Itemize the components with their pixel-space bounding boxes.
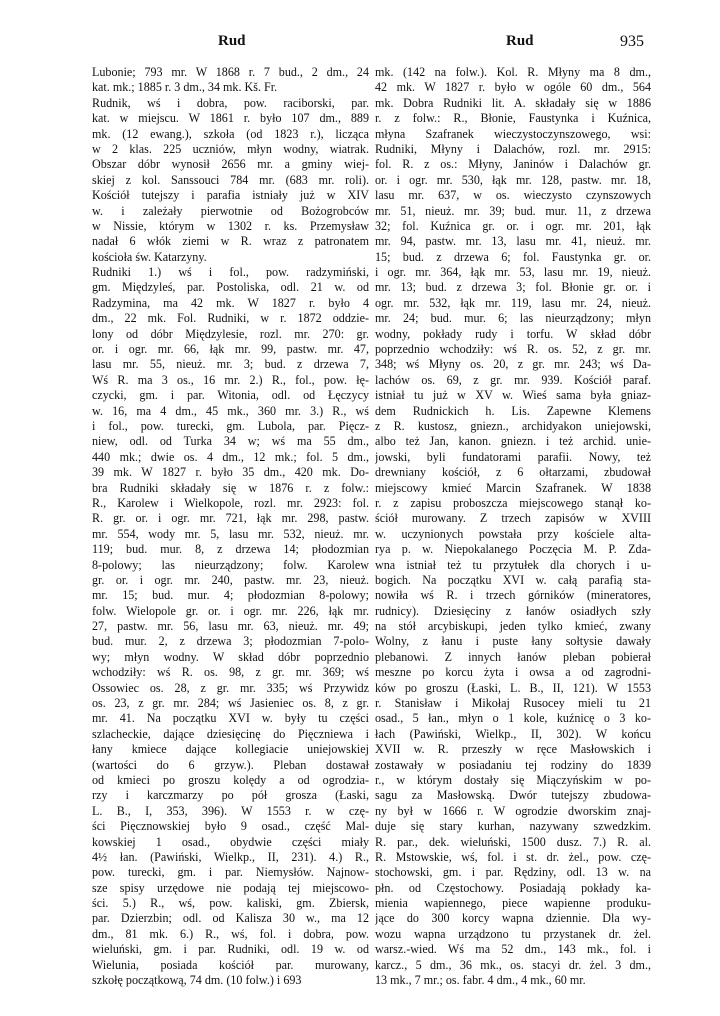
text-line: rzy i karczmarzy po pół grosza (Łaski,: [92, 788, 369, 803]
text-line: skiej z kol. Sanssouci 784 mr. (683 mr. roli).: [92, 172, 369, 187]
text-line: zostawały w posiadaniu tej rodziny do 1839: [375, 757, 651, 772]
text-line: 119; bud. mur. 8, z drzewa 14; płodozmian: [92, 542, 369, 557]
text-line: szkołę początkową, 74 dm. (10 folw.) i 693: [92, 973, 302, 988]
text-line: stochowski, gm. i par. Rędziny, odl. 13 w. na: [375, 865, 651, 880]
text-line: r. z zapisu proboszcza miejscowego stanął ko-: [375, 495, 651, 510]
text-line: Rudniki 1.) wś i fol., pow. radzymiński,: [92, 265, 369, 280]
text-line: miejscowy kmieć Marcin Szafranek. W 1838: [375, 480, 651, 495]
text-line: mr. 13; bud. z drzewa 3; fol. Błonie gr. or. i: [375, 280, 651, 295]
text-line: mr. 24; bud. mur. 6; las nieurządzony; młyn: [375, 311, 651, 326]
text-line: mr. 41. Na początku XVI w. były tu części: [92, 711, 369, 726]
text-line: w Nissie, którym w 1302 r. ks. Przemysław: [92, 218, 369, 233]
text-line: warsz.-wied. Wś ma 52 dm., 143 mk., fol. i: [375, 942, 651, 957]
text-line: wozu wapna urządzono tu przystanek dr. żel.: [375, 926, 651, 941]
text-line: os. 23, z gr. mr. 284; wś Jasieniec os. 8, z gr.: [92, 696, 369, 711]
text-line: sagu za Masłowską. Dwór tutejszy zbudowa-: [375, 788, 651, 803]
text-line: Wielunia, posiada kościół par. murowany,: [92, 957, 369, 972]
left-text-column: [92, 65, 369, 988]
text-line: nowiła wś R. i trzech górników (mineratores,: [375, 588, 651, 603]
text-line: płn. od Częstochowy. Posiadają pokłady ka-: [375, 880, 651, 895]
text-line: fol. R. z os.: Młyny, Janinów i Dalachów gr.: [375, 157, 651, 172]
text-line: 32; fol. Kuźnica gr. or. i ogr. mr. 201, łąk: [375, 218, 651, 233]
right-text-column: [375, 65, 651, 988]
text-line: gm. Międzyleś, par. Postoliska, odl. 21 w. od: [92, 280, 369, 295]
text-line: w. uczynionych powstała przy kościele alta-: [375, 526, 651, 541]
text-line: kat. mk.; 1885 r. 3 dm., 34 mk. Kš. Fr.: [92, 80, 278, 95]
text-line: R., Karolew i Wielkopole, rozl. mr. 2923: fol.: [92, 495, 369, 510]
text-line: od kmieci po groszu kolędy a od ogrodzia-: [92, 772, 369, 787]
text-line: osad., 5 łan., młyn o 1 kole, kuźnicę o 3 ko-: [375, 711, 651, 726]
text-line: wieluński, gm. i par. Rudniki, odl. 19 w. od: [92, 942, 369, 957]
text-line: lony od dóbr Międzylesie, rozl. mr. 270: gr.: [92, 326, 369, 341]
text-line: Ossowiec os. 28, z gr. mr. 335; wś Przywidz: [92, 680, 369, 695]
text-line: mk. (12 ewang.), szkoła (od 1823 r.), licząca: [92, 126, 369, 141]
text-line: 348; wś Młyny os. 20, z gr. mr. 243; wś Da-: [375, 357, 651, 372]
text-line: szlacheckie, dające dziesięcinę do Pięczniewa i: [92, 726, 369, 741]
text-line: dm., 22 mk. Fol. Rudniki, w r. 1872 oddzie-: [92, 311, 369, 326]
text-line: ści. 5.) R., wś, pow. kaliski, gm. Zbiersk,: [92, 896, 369, 911]
text-line: mr. 554, wody mr. 5, lasu mr. 532, nieuż. mr.: [92, 526, 369, 541]
text-line: młyna Szafranek wieczystoczynszowego, wsi:: [375, 126, 651, 141]
page-number: 935: [620, 33, 644, 50]
text-line: nadał 6 włók ziemi w R. wraz z patronatem: [92, 234, 369, 249]
text-line: par. Dzierzbin; odl. od Kalisza 30 w., ma 12: [92, 911, 369, 926]
text-line: mr. 51, nieuż. mr. 39; bud. mur. 11, z drzewa: [375, 203, 651, 218]
text-line: mienia wapiennego, piece wapienne produku-: [375, 896, 651, 911]
text-line: łach (Pawiński, Wielkp., II, 302). W końcu: [375, 726, 651, 741]
text-line: or. i ogr. mr. 530, łąk mr. 128, pastw. mr. 18,: [375, 172, 651, 187]
text-line: R. gr. or. i ogr. mr. 721, łąk mr. 298, pastw.: [92, 511, 369, 526]
text-line: lasu mr. 55, nieuż. mr. 3; bud. z drzewa 7,: [92, 357, 369, 372]
text-line: Wolny, z łanu i puste łany sołtysie dawały: [375, 634, 651, 649]
text-line: poprzednio wchodziły: wś R. os. 52, z gr. mr.: [375, 342, 651, 357]
text-line: L. B., I, 353, 396). W 1553 r. w czę-: [92, 803, 369, 818]
text-line: wna istniał też tu przytułek dla chorych i u-: [375, 557, 651, 572]
text-line: ogr. mr. 532, łąk mr. 119, lasu mr. 24, nieuż.: [375, 295, 651, 310]
text-line: 4½ łan. (Pawiński, Wielkp., II, 231). 4.) R.,: [92, 849, 369, 864]
text-line: Wś R. ma 3 os., 16 mr. 2.) R., fol., pow. łę-: [92, 372, 369, 387]
text-line: 27, pastw. mr. 56, lasu mr. 63, nieuż. mr. 49;: [92, 619, 369, 634]
text-line: na stół arcybiskupi, jeden tylko kmieć, zwany: [375, 619, 651, 634]
text-line: Kościół tutejszy i parafia istniały już w XIV: [92, 188, 369, 203]
text-line: 39 mk. W 1827 r. było 35 dm., 420 mk. Do-: [92, 465, 369, 480]
text-line: 15; bud. z drzewa 6; fol. Faustynka gr. or.: [375, 249, 651, 264]
running-header: [0, 33, 720, 55]
text-line: r. Stanisław i Mikołaj Rusocey mieli tu 21: [375, 696, 651, 711]
text-line: kowskiej 1 osad., obydwie części miały: [92, 834, 369, 849]
text-line: mr. 94, pastw. mr. 13, lasu mr. 41, nieuż. mr.: [375, 234, 651, 249]
text-line: R. Mstowskie, wś, fol. i st. dr. żel., pow. czę-: [375, 849, 651, 864]
text-line: bra Rudniki składały się w 1876 r. z folw.:: [92, 480, 369, 495]
text-line: 13 mk., 7 mr.; os. fabr. 4 dm., 4 mk., 60 mr.: [375, 973, 586, 988]
text-line: Lubonie; 793 mr. W 1868 r. 7 bud., 2 dm., 24: [92, 65, 369, 79]
header-left-title: Rud: [218, 33, 246, 49]
text-line: rya p. w. Niepokalanego Poczęcia M. P. Zda-: [375, 542, 651, 557]
text-line: gr. or. i ogr. mr. 240, pastw. mr. 23, nieuż.: [92, 572, 369, 587]
text-line: 42 mk. W 1827 r. było w ogóle 60 dm., 564: [375, 80, 651, 95]
text-line: mr. 15; bud. mur. 4; płodozmian 8-polowy;: [92, 588, 369, 603]
text-line: R. par., dek. wieluński, 1500 dusz. 7.) R. al.: [375, 834, 651, 849]
text-line: drewniany kościół, z 6 ołtarzami, zbudował: [375, 465, 651, 480]
text-line: z R. kustosz, gniezn., archidyakon uniejowski,: [375, 418, 651, 433]
text-line: duje się stary kurhan, nazywany szwedzkim.: [375, 819, 651, 834]
text-line: 8-polowy; las nieurządzony; folw. Karolew: [92, 557, 369, 572]
text-line: kościoła św. Katarzyny.: [92, 249, 207, 264]
text-line: w. 16, ma 4 dm., 45 mk., 360 mr. 3.) R., wś: [92, 403, 369, 418]
text-line: w 2 klas. 225 uczniów, młyn wodny, wiatrak.: [92, 141, 369, 156]
text-line: bud. mur. 2, z drzewa 3; płodozmian 7-polo-: [92, 634, 369, 649]
text-line: Obszar dóbr wynosił 2656 mr. a gminy wiej-: [92, 157, 369, 172]
text-line: meszne po korcu żyta i owsa a od zagrodni-: [375, 665, 651, 680]
text-line: pow. turecki, gm. i par. Niemysłów. Najnow-: [92, 865, 369, 880]
text-line: istniał tu już w XV w. Wieś sama była gniaz-: [375, 388, 651, 403]
text-line: ściół murowany. Z trzech zapisów w XVIII: [375, 511, 651, 526]
text-line: kat. w miejscu. W 1861 r. było 107 dm., 889: [92, 111, 369, 126]
text-line: rudnicy). Dziesięciny z łanów osiadłych szły: [375, 603, 651, 618]
text-line: albo też Jan, kanon. gniezn. i też archid. unie-: [375, 434, 651, 449]
text-line: sze spisy urzędowe nie podają tej miejscowo-: [92, 880, 369, 895]
text-line: or. i ogr. mr. 66, łąk mr. 99, pastw. mr. 47,: [92, 342, 369, 357]
text-line: Radzymina, ma 42 mk. W 1827 r. było 4: [92, 295, 369, 310]
text-line: bogich. Na początku XVI w. całą parafią sta-: [375, 572, 651, 587]
text-line: wodny, pokłady rudy i torfu. W skład dóbr: [375, 326, 651, 341]
text-line: i ogr. mr. 364, łąk mr. 53, lasu mr. 19, nieuż.: [375, 265, 651, 280]
text-line: karcz., 5 dm., 36 mk., os. stacyi dr. żel. 3 dm.,: [375, 957, 651, 972]
text-line: mk. Dobra Rudniki lit. A. składały się w 1886: [375, 95, 651, 110]
text-line: folw. Wielopole gr. or. i ogr. mr. 226, łąk mr.: [92, 603, 369, 618]
text-line: Rudniki, Młyny i Dalachów, rozl. mr. 2915:: [375, 141, 651, 156]
text-line: dm., 81 mk. 6.) R., wś, fol. i dobra, pow.: [92, 926, 369, 941]
text-line: wy; młyn wodny. W skład dóbr poprzednio: [92, 649, 369, 664]
text-line: mk. (142 na folw.). Kol. R. Młyny ma 8 dm.,: [375, 65, 651, 79]
text-line: i fol., pow. turecki, gm. Lubola, par. Pięcz-: [92, 418, 369, 433]
text-line: niew, odl. od Turka 34 w; wś ma 55 dm.,: [92, 434, 369, 449]
text-line: lachów os. 69, z gr. mr. 939. Kościół paraf.: [375, 372, 651, 387]
text-line: wchodziły: wś R. os. 98, z gr. mr. 369; wś: [92, 665, 369, 680]
text-line: ny był w 1666 r. W ogrodzie dworskim znaj-: [375, 803, 651, 818]
text-line: jące do 300 korcy wapna dziennie. Dla wy-: [375, 911, 651, 926]
text-line: łany kmiece dające kollegiacie uniejowskiej: [92, 742, 369, 757]
text-line: dem Rudnickich h. Lis. Zapewne Klemens: [375, 403, 651, 418]
text-line: plebanowi. Z innych łanów pleban pobierał: [375, 649, 651, 664]
text-line: 440 mk.; dwie os. 4 dm., 12 mk.; fol. 5 dm.,: [92, 449, 369, 464]
text-line: (wartości do 6 grzyw.). Pleban dostawał: [92, 757, 369, 772]
header-right-title: Rud: [506, 33, 534, 49]
text-line: Rudnik, wś i dobra, pow. raciborski, par.: [92, 95, 369, 110]
text-line: ków po groszu (Łaski, L. B., II, 121). W 1553: [375, 680, 651, 695]
text-line: jowski, byli fundatorami parafii. Nowy, też: [375, 449, 651, 464]
text-line: w. i zależały pierwotnie od Bożogrobców: [92, 203, 369, 218]
text-line: r. z folw.: R., Błonie, Faustynka i Kuźnica,: [375, 111, 651, 126]
text-line: XVII w. R. przeszły w ręce Masłowskich i: [375, 742, 651, 757]
text-line: ści Pięcznowskiej było 9 osad., część Mal-: [92, 819, 369, 834]
text-line: lasu mr. 637, w os. wieczysto czynszowych: [375, 188, 651, 203]
text-line: czycki, gm. i par. Witonia, odl. od Łęczycy: [92, 388, 369, 403]
text-line: r., w którym dostały się Miączyńskim w po-: [375, 772, 651, 787]
